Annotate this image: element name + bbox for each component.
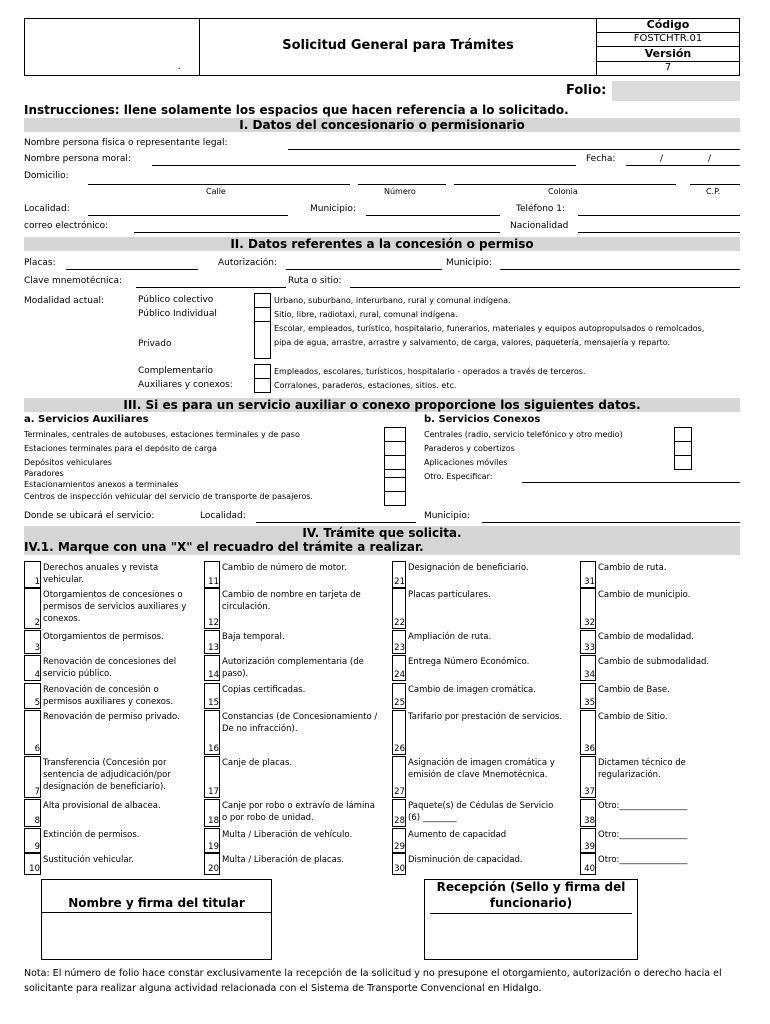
- aux-checkbox[interactable]: [384, 441, 406, 456]
- section4-title: IV. Trámite que solicita.: [24, 526, 740, 540]
- placas-label: Placas:: [24, 258, 56, 268]
- aux-item: Estacionamientos anexos a terminales: [24, 480, 179, 489]
- tramite-label: Renovación de permiso privado.: [43, 712, 180, 722]
- tramite-label: Entrega Número Económico.: [408, 657, 530, 667]
- tramite-number: 28: [394, 816, 405, 826]
- tramite-label: Otro:________________: [598, 855, 688, 865]
- tramite-label: Multa / Liberación de placas.: [222, 855, 344, 865]
- checkbox-privado[interactable]: [254, 321, 271, 359]
- nacionalidad-label: Nacionalidad: [510, 221, 569, 231]
- tramite-number: 30: [394, 864, 405, 874]
- tramite-label: Dictamen técnico de regularización.: [598, 758, 686, 780]
- tramite-number: 26: [394, 744, 405, 754]
- correo-label: correo electrónico:: [24, 221, 109, 231]
- tramite-label: Otorgamientos de concesiones o permisos de servicios auxiliares y conexos.: [43, 590, 187, 624]
- autorizacion-field[interactable]: [286, 269, 442, 270]
- tramite-number: 9: [34, 842, 40, 852]
- tramite-label: Transferencia (Concesión por sentencia de adjudicación/por designación de beneficiario).: [43, 758, 171, 792]
- numero-field[interactable]: [358, 184, 446, 185]
- tramite-number: 4: [34, 670, 40, 680]
- tramite-number: 11: [208, 577, 219, 587]
- tramite-label: Cambio de municipio.: [598, 590, 691, 600]
- tramite-number: 27: [394, 787, 405, 797]
- tramite-number: 13: [208, 643, 219, 653]
- desc-individual: Sitio, libre, radiotaxi, rural, comunal indígena.: [274, 310, 458, 319]
- tramite-number: 7: [34, 787, 40, 797]
- tramite-label: Asignación de imagen cromática y emisión de clave Mnemotécnica.: [408, 758, 555, 780]
- tramite-label: Constancias (de Concesionamiento / De no infracción).: [222, 712, 378, 734]
- municipio3-label: Municipio:: [424, 511, 470, 521]
- tramite-label: Cambio de modalidad.: [598, 632, 694, 642]
- aux-item: Depósitos vehiculares: [24, 458, 112, 467]
- tramite-label: Cambio de Sitio.: [598, 712, 668, 722]
- municipio-label: Municipio:: [310, 204, 356, 214]
- ruta-field[interactable]: [350, 287, 740, 288]
- con-checkbox[interactable]: [674, 427, 692, 442]
- localidad3-label: Localidad:: [200, 511, 246, 521]
- desc-privado-1: Escolar, empleados, turístico, hospitalario, funerarios, materiales y equipos autopropulsados o remolcados,: [274, 324, 705, 333]
- codigo-label: Código: [646, 18, 690, 31]
- fecha-field[interactable]: [626, 165, 740, 166]
- mod-privado: Privado: [138, 339, 172, 349]
- tramite-number: 35: [584, 698, 595, 708]
- nombre-moral-field[interactable]: [152, 165, 576, 166]
- aux-item: Terminales, centrales de autobuses, estaciones terminales y de paso: [24, 430, 300, 439]
- cp-field[interactable]: [690, 184, 740, 185]
- clave-field[interactable]: [136, 287, 286, 288]
- header-dot: .: [178, 62, 181, 71]
- tramite-label: Paquete(s) de Cédulas de Servicio (6) ________: [408, 801, 554, 823]
- version-value: 7: [596, 61, 740, 73]
- tramite-number: 24: [394, 670, 405, 680]
- version-label: Versión: [596, 46, 740, 60]
- tramite-label: Cambio de número de motor.: [222, 563, 347, 573]
- tramite-label: Copias certificadas.: [222, 685, 306, 695]
- tramite-number: 34: [584, 670, 595, 680]
- tramite-label: Disminución de capacidad.: [408, 855, 523, 865]
- tramite-label: Designación de beneficiario.: [408, 563, 529, 573]
- titular-signature-box[interactable]: [41, 879, 272, 960]
- otro-especificar-field[interactable]: [522, 482, 740, 483]
- section3-title: III. Si es para un servicio auxiliar o conexo proporcione los siguientes datos.: [24, 398, 740, 412]
- municipio2-field[interactable]: [500, 269, 740, 270]
- calle-caption: Calle: [206, 187, 226, 196]
- tramite-label: Renovación de concesiones del servicio público.: [43, 657, 177, 679]
- section4-subtitle: IV.1. Marque con una "X" el recuadro del trámite a realizar.: [24, 540, 740, 555]
- tramite-label: Aumento de capacidad: [408, 830, 507, 840]
- con-checkbox[interactable]: [674, 455, 692, 470]
- tramite-number: 40: [584, 864, 595, 874]
- fecha-sep-2: /: [708, 154, 712, 164]
- section1-title: I. Datos del concesionario o permisionario: [24, 118, 740, 132]
- localidad-field[interactable]: [88, 215, 288, 216]
- correo-field[interactable]: [134, 232, 500, 233]
- recepcion-label: Recepción (Sello y firma del funcionario): [430, 879, 632, 914]
- folio-field[interactable]: [612, 81, 740, 101]
- nombre-fisica-field[interactable]: [288, 149, 740, 150]
- aux-checkbox[interactable]: [384, 455, 406, 470]
- tramite-number: 15: [208, 698, 219, 708]
- con-item: Centrales (radio, servicio telefónico y otro medio): [424, 430, 623, 439]
- tramite-label: Autorización complementaria (de paso).: [222, 657, 364, 679]
- colonia-field[interactable]: [454, 184, 676, 185]
- tramite-number: 2: [34, 618, 40, 628]
- checkbox-individual[interactable]: [254, 307, 271, 322]
- tramite-label: Otro:________________: [598, 801, 688, 811]
- telefono-label: Teléfono 1:: [516, 204, 566, 214]
- localidad3-field[interactable]: [256, 522, 416, 523]
- placas-field[interactable]: [66, 269, 198, 270]
- tramite-number: 14: [208, 670, 219, 680]
- folio-label: Folio:: [566, 83, 607, 98]
- section2-title: II. Datos referentes a la concesión o permiso: [24, 237, 740, 251]
- mod-complementario: Complementario: [138, 366, 214, 376]
- footer-note: Nota: El número de folio hace constar exclusivamente la recepción de la solicitud y no presupone el otorgamiento, autorización o derecho hacia el solicitante para realizar alguna actividad relacionada con el Sistema de Transporte Convencional en Hidalgo.: [24, 968, 722, 994]
- tramite-number: 33: [584, 643, 595, 653]
- aux-item: Paradores: [24, 469, 64, 478]
- con-item: Aplicaciones móviles: [424, 458, 508, 467]
- mod-publico-individual: Público Individual: [138, 309, 217, 319]
- nacionalidad-field[interactable]: [578, 232, 740, 233]
- clave-label: Clave mnemotécnica:: [24, 276, 123, 286]
- numero-caption: Número: [384, 187, 416, 196]
- localidad-label: Localidad:: [24, 204, 70, 214]
- desc-colectivo: Urbano, suburbano, interurbano, rural y comunal indígena.: [274, 296, 511, 305]
- autorizacion-label: Autorización:: [218, 258, 278, 268]
- desc-complementario: Empleados, escolares, turísticos, hospitalario - operados a través de terceros.: [274, 367, 586, 376]
- calle-field[interactable]: [88, 184, 350, 185]
- desc-privado-2: pipa de agua, arrastre, arrastre y salvamento, de carga, valores, paquetería, mensajería y reparto.: [274, 338, 670, 347]
- tramite-label: Sustitución vehicular.: [43, 855, 135, 865]
- tramite-number: 8: [34, 816, 40, 826]
- tramite-label: Otorgamientos de permisos.: [43, 632, 164, 642]
- modalidad-label: Modalidad actual:: [24, 296, 105, 306]
- tramite-number: 17: [208, 787, 219, 797]
- tramite-label: Canje de placas.: [222, 758, 293, 768]
- nombre-fisica-label: Nombre persona física o representante legal:: [24, 138, 228, 148]
- tramite-label: Cambio de ruta.: [598, 563, 667, 573]
- tramite-number: 38: [584, 816, 595, 826]
- fecha-label: Fecha:: [586, 154, 616, 164]
- tramite-label: Multa / Liberación de vehículo.: [222, 830, 353, 840]
- aux-checkbox[interactable]: [384, 477, 406, 492]
- ruta-label: Ruta o sitio:: [288, 276, 342, 286]
- titular-label: Nombre y firma del titular: [41, 896, 272, 913]
- municipio2-label: Municipio:: [446, 258, 492, 268]
- tramite-label: Cambio de Base.: [598, 685, 670, 695]
- tramite-number: 31: [584, 577, 595, 587]
- desc-auxiliares: Corralones, paraderos, estaciones, sitios. etc.: [274, 381, 457, 390]
- logo-cell: [24, 18, 200, 76]
- tramite-number: 25: [394, 698, 405, 708]
- aux-checkbox[interactable]: [384, 491, 406, 506]
- tramite-label: Otro:________________: [598, 830, 688, 840]
- tramite-label: Derechos anuales y revista vehicular.: [43, 563, 159, 585]
- checkbox-auxiliares[interactable]: [254, 378, 271, 393]
- tramite-label: Cambio de imagen cromática.: [408, 685, 536, 695]
- fecha-sep-1: /: [660, 154, 664, 164]
- mod-publico-colectivo: Público colectivo: [138, 295, 214, 305]
- tramite-number: 3: [34, 643, 40, 653]
- tramite-label: Ampliación de ruta.: [408, 632, 492, 642]
- tramite-label: Cambio de submodalidad.: [598, 657, 710, 667]
- tramite-number: 22: [394, 618, 405, 628]
- con-title: b. Servicios Conexos: [424, 414, 541, 425]
- tramite-label: Renovación de concesión o permisos auxiliares y conexos.: [43, 685, 174, 707]
- aux-title: a. Servicios Auxiliares: [24, 414, 149, 425]
- colonia-caption: Colonia: [548, 187, 578, 196]
- tramite-number: 19: [208, 842, 219, 852]
- aux-checkbox[interactable]: [384, 427, 406, 442]
- tramite-number: 1: [34, 577, 40, 587]
- tramite-number: 32: [584, 618, 595, 628]
- tramite-number: 12: [208, 618, 219, 628]
- con-item: Paraderos y cobertizos: [424, 444, 515, 453]
- cp-caption: C.P.: [706, 187, 721, 196]
- tramite-number: 21: [394, 577, 405, 587]
- tramite-number: 20: [208, 864, 219, 874]
- aux-item: Centros de inspección vehicular del servicio de transporte de pasajeros.: [24, 492, 313, 501]
- domicilio-label: Domicilio:: [24, 171, 69, 181]
- tramite-label: Extinción de permisos.: [43, 830, 140, 840]
- nombre-moral-label: Nombre persona moral:: [24, 154, 131, 164]
- codigo-value: FOSTCHTR.01: [596, 32, 740, 44]
- municipio-field[interactable]: [366, 215, 500, 216]
- tramite-label: Tarifario por prestación de servicios.: [408, 712, 563, 722]
- tramite-number: 36: [584, 744, 595, 754]
- donde-label: Donde se ubicará el servicio:: [24, 511, 155, 521]
- tramite-number: 39: [584, 842, 595, 852]
- tramite-label: Cambio de nombre en tarjeta de circulación.: [222, 590, 361, 612]
- aux-item: Estaciones terminales para el depósito de carga: [24, 444, 217, 453]
- tramite-number: 29: [394, 842, 405, 852]
- tramite-label: Alta provisional de albacea.: [43, 801, 161, 811]
- tramite-number: 37: [584, 787, 595, 797]
- con-checkbox[interactable]: [674, 441, 692, 456]
- tramite-number: 23: [394, 643, 405, 653]
- instructions: Instrucciones: llene solamente los espacios que hacen referencia a lo solicitado.: [24, 103, 569, 117]
- tramite-number: 6: [34, 744, 40, 754]
- municipio3-field[interactable]: [482, 522, 740, 523]
- checkbox-complementario[interactable]: [254, 364, 271, 379]
- tramite-number: 5: [34, 698, 40, 708]
- tramite-label: Canje por robo o extravío de lámina o por robo de unidad.: [222, 801, 375, 823]
- con-item: Otro. Especificar:: [424, 472, 493, 481]
- tramite-number: 10: [29, 864, 40, 874]
- telefono-field[interactable]: [578, 215, 740, 216]
- tramite-label: Baja temporal.: [222, 632, 285, 642]
- page-title: Solicitud General para Trámites: [282, 38, 514, 53]
- tramite-label: Placas particulares.: [408, 590, 491, 600]
- mod-auxiliares: Auxiliares y conexos:: [138, 380, 233, 390]
- tramite-number: 18: [208, 816, 219, 826]
- checkbox-colectivo[interactable]: [254, 293, 271, 308]
- tramite-number: 16: [208, 744, 219, 754]
